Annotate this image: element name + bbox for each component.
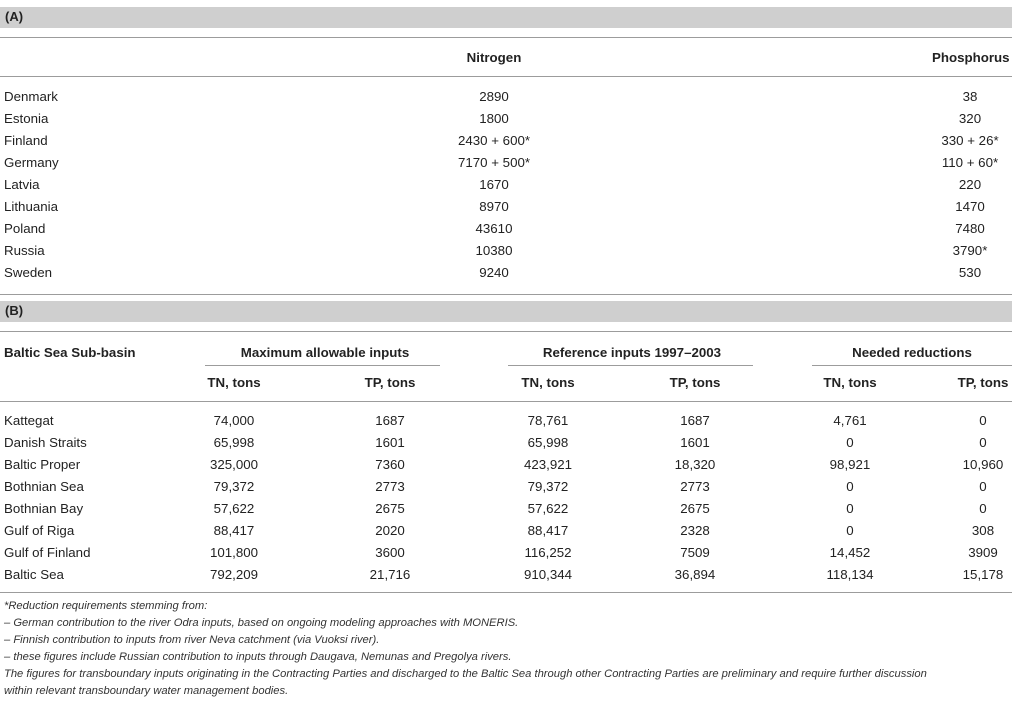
value-cell: 1687 <box>680 413 710 428</box>
value-cell: 21,716 <box>369 567 411 582</box>
value-cell: 7509 <box>680 545 710 560</box>
value-cell: 65,998 <box>527 435 569 450</box>
divider <box>0 401 1012 402</box>
value-cell: 0 <box>846 523 854 538</box>
subbasin-cell: Bothnian Sea <box>4 479 84 494</box>
value-cell: 4,761 <box>833 413 867 428</box>
phosphorus-cell: 3790* <box>952 243 988 258</box>
subbasin-cell: Gulf of Riga <box>4 523 75 538</box>
value-cell: 74,000 <box>213 413 255 428</box>
value-cell: 0 <box>846 501 854 516</box>
value-cell: 792,209 <box>209 567 259 582</box>
value-cell: 0 <box>846 435 854 450</box>
value-cell: 14,452 <box>829 545 871 560</box>
value-cell: 15,178 <box>962 567 1004 582</box>
value-cell: 88,417 <box>213 523 255 538</box>
subheader-cell: TN, tons <box>521 375 575 390</box>
value-cell: 10,960 <box>962 457 1004 472</box>
subbasin-cell: Kattegat <box>4 413 54 428</box>
value-cell: 2328 <box>680 523 710 538</box>
value-cell: 0 <box>979 435 987 450</box>
subbasin-cell: Danish Straits <box>4 435 87 450</box>
footnote-line: – German contribution to the river Odra inputs, based on ongoing modeling approaches with MONERIS. <box>4 617 519 629</box>
footnote-line: – these figures include Russian contribution to inputs through Daugava, Nemunas and Pregolya rivers. <box>4 651 512 663</box>
nitrogen-cell: 1800 <box>479 111 509 126</box>
value-cell: 57,622 <box>527 501 569 516</box>
nitrogen-cell: 8970 <box>479 199 509 214</box>
value-cell: 0 <box>979 479 987 494</box>
value-cell: 423,921 <box>523 457 573 472</box>
country-cell: Finland <box>4 133 48 148</box>
phosphorus-cell: 1470 <box>955 199 985 214</box>
value-cell: 118,134 <box>826 567 874 582</box>
group-underline <box>812 365 1012 366</box>
divider <box>0 76 1012 77</box>
subheader-cell: TN, tons <box>823 375 877 390</box>
value-cell: 325,000 <box>209 457 259 472</box>
subbasin-cell: Gulf of Finland <box>4 545 91 560</box>
value-cell: 79,372 <box>527 479 569 494</box>
subbasin-cell: Bothnian Bay <box>4 501 84 516</box>
nitrogen-cell: 43610 <box>475 221 513 236</box>
value-cell: 18,320 <box>674 457 716 472</box>
value-cell: 2020 <box>375 523 405 538</box>
section-a-band <box>0 7 1012 28</box>
nitrogen-cell: 1670 <box>479 177 509 192</box>
value-cell: 3909 <box>968 545 998 560</box>
subheader-cell: TN, tons <box>207 375 261 390</box>
value-cell: 57,622 <box>213 501 255 516</box>
value-cell: 3600 <box>375 545 405 560</box>
phosphorus-cell: 330 + 26* <box>941 133 999 148</box>
section-b-band <box>0 301 1012 322</box>
value-cell: 78,761 <box>527 413 569 428</box>
phosphorus-cell: 7480 <box>955 221 985 236</box>
group-header-max-allowable: Maximum allowable inputs <box>240 345 410 360</box>
phosphorus-cell: 38 <box>962 89 978 104</box>
footnote-line: The figures for transboundary inputs originating in the Contracting Parties and discharged to the Baltic Sea through other Contracting Parties are preliminary and require further discussion <box>4 668 927 680</box>
phosphorus-cell: 530 <box>958 265 982 280</box>
group-underline <box>508 365 753 366</box>
value-cell: 98,921 <box>829 457 871 472</box>
nitrogen-header: Nitrogen <box>466 50 522 65</box>
country-cell: Lithuania <box>4 199 58 214</box>
phosphorus-header: Phosphorus <box>932 50 1010 65</box>
phosphorus-cell: 220 <box>958 177 982 192</box>
value-cell: 1601 <box>680 435 710 450</box>
footnote-line: within relevant transboundary water management bodies. <box>4 685 289 697</box>
section-b-label: (B) <box>5 303 24 318</box>
divider <box>0 294 1012 295</box>
value-cell: 0 <box>979 501 987 516</box>
value-cell: 1687 <box>375 413 405 428</box>
value-cell: 2773 <box>680 479 710 494</box>
value-cell: 7360 <box>375 457 405 472</box>
value-cell: 101,800 <box>209 545 259 560</box>
value-cell: 79,372 <box>213 479 255 494</box>
subbasin-header: Baltic Sea Sub-basin <box>4 345 136 360</box>
value-cell: 308 <box>971 523 995 538</box>
group-header-reductions: Needed reductions <box>852 345 972 360</box>
value-cell: 65,998 <box>213 435 255 450</box>
country-cell: Latvia <box>4 177 40 192</box>
value-cell: 0 <box>846 479 854 494</box>
country-cell: Poland <box>4 221 46 236</box>
nitrogen-cell: 7170 + 500* <box>457 155 531 170</box>
value-cell: 36,894 <box>674 567 716 582</box>
country-cell: Sweden <box>4 265 53 280</box>
subheader-cell: TP, tons <box>957 375 1009 390</box>
subbasin-cell: Baltic Proper <box>4 457 81 472</box>
group-header-reference: Reference inputs 1997–2003 <box>542 345 722 360</box>
footnote-line: *Reduction requirements stemming from: <box>4 600 208 612</box>
country-cell: Estonia <box>4 111 49 126</box>
section-a-label: (A) <box>5 9 24 24</box>
value-cell: 0 <box>979 413 987 428</box>
subbasin-cell: Baltic Sea <box>4 567 64 582</box>
phosphorus-cell: 110 + 60* <box>941 155 999 170</box>
nitrogen-cell: 2890 <box>479 89 509 104</box>
value-cell: 1601 <box>375 435 405 450</box>
country-cell: Germany <box>4 155 59 170</box>
phosphorus-cell: 320 <box>958 111 982 126</box>
country-cell: Denmark <box>4 89 58 104</box>
divider <box>0 37 1012 38</box>
value-cell: 88,417 <box>527 523 569 538</box>
subheader-cell: TP, tons <box>364 375 416 390</box>
value-cell: 2773 <box>375 479 405 494</box>
footnote-line: – Finnish contribution to inputs from river Neva catchment (via Vuoksi river). <box>4 634 380 646</box>
divider <box>0 592 1012 593</box>
nitrogen-cell: 9240 <box>479 265 509 280</box>
group-underline <box>205 365 440 366</box>
value-cell: 2675 <box>680 501 710 516</box>
country-cell: Russia <box>4 243 45 258</box>
subheader-cell: TP, tons <box>669 375 721 390</box>
value-cell: 2675 <box>375 501 405 516</box>
nitrogen-cell: 2430 + 600* <box>457 133 531 148</box>
divider <box>0 331 1012 332</box>
nitrogen-cell: 10380 <box>475 243 513 258</box>
value-cell: 910,344 <box>523 567 573 582</box>
value-cell: 116,252 <box>524 545 572 560</box>
